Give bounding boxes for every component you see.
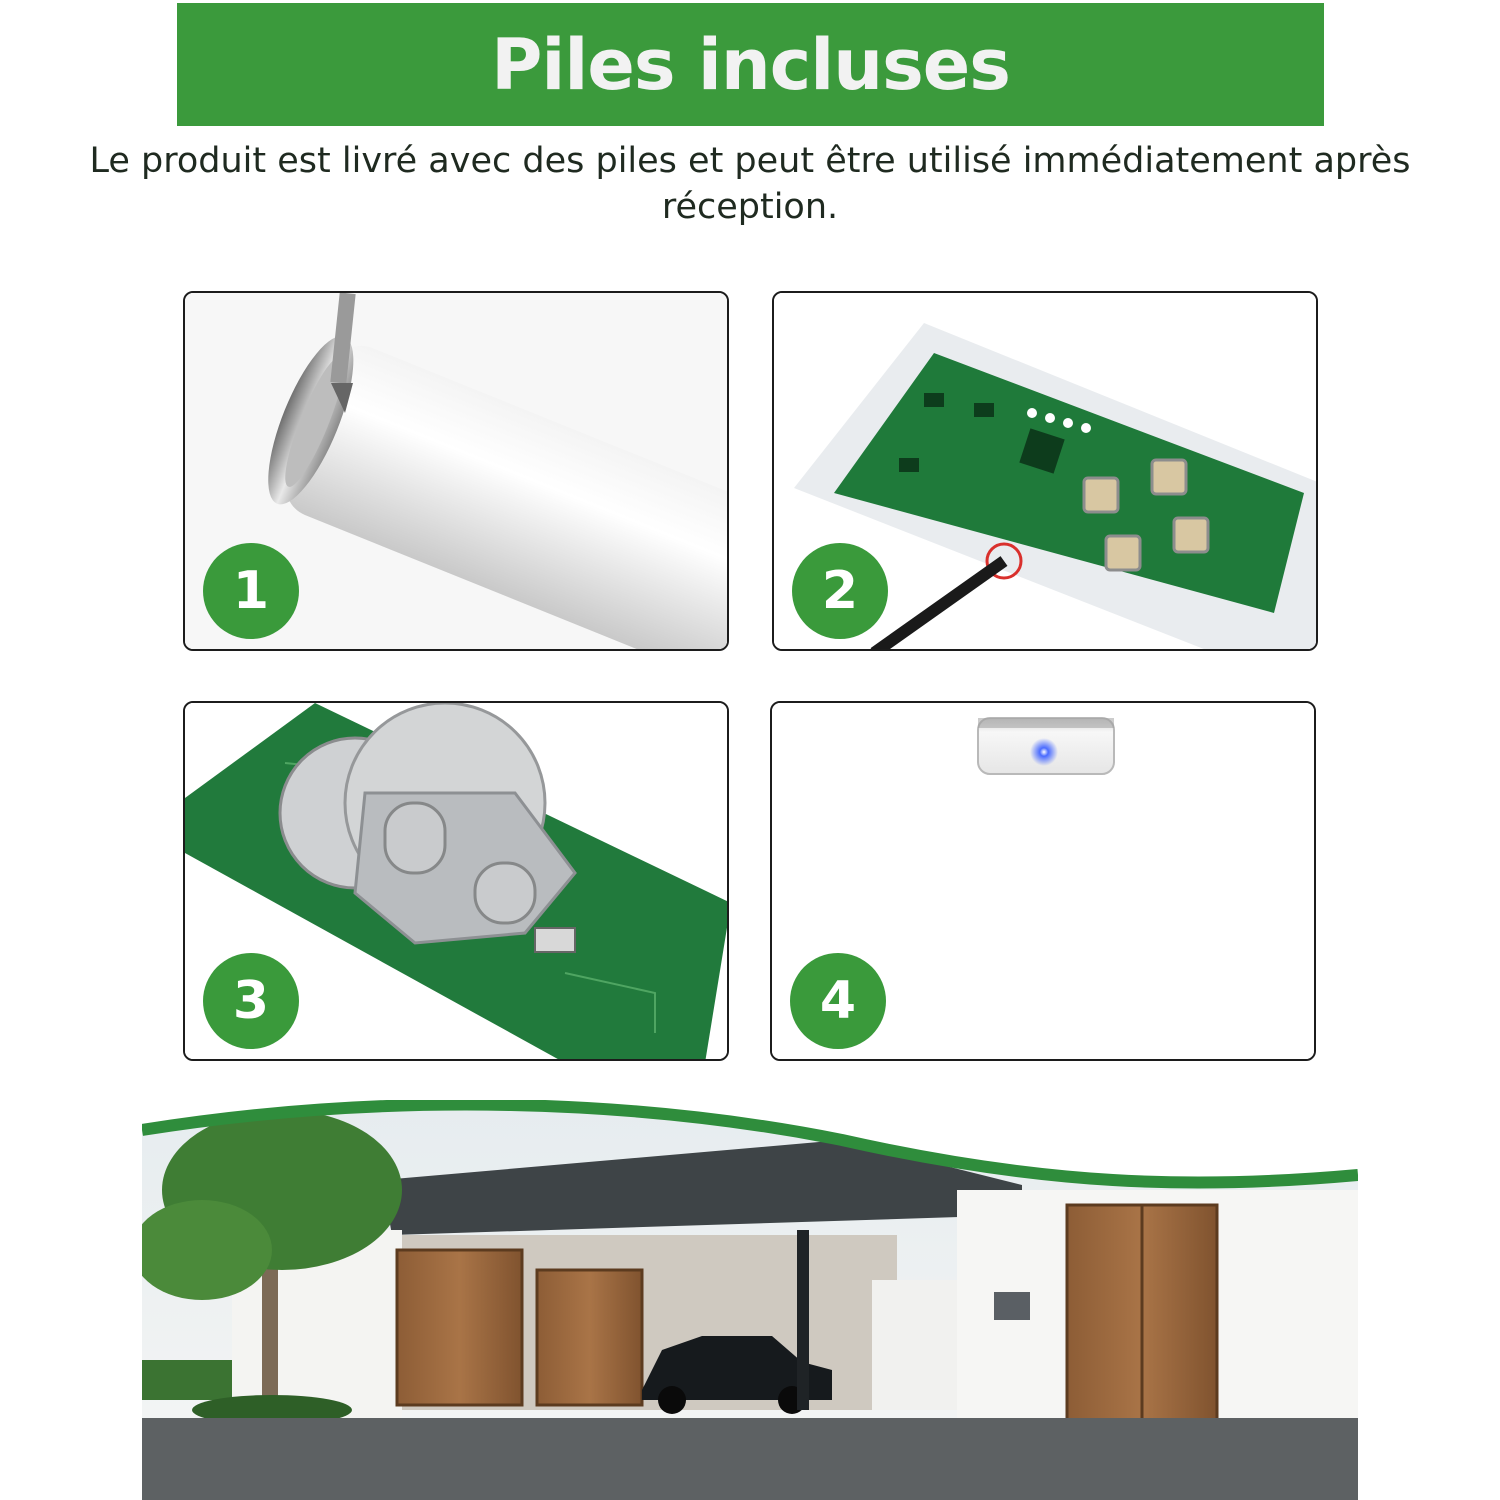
house-carport-photo [142, 1100, 1358, 1500]
house-photo [142, 1100, 1358, 1500]
step-panel-2 [772, 291, 1318, 651]
page-title: Piles incluses [491, 23, 1010, 106]
step-panel-4 [770, 701, 1316, 1061]
step-badge: 3 [203, 953, 299, 1049]
step-badge: 4 [790, 953, 886, 1049]
step-panel-3 [183, 701, 729, 1061]
step-panel-1 [183, 291, 729, 651]
step-badge: 2 [792, 543, 888, 639]
step-badge: 1 [203, 543, 299, 639]
title-banner [177, 3, 1324, 126]
subtitle-text: Le produit est livré avec des piles et peut être utilisé immédiatement après réception. [89, 141, 1411, 227]
